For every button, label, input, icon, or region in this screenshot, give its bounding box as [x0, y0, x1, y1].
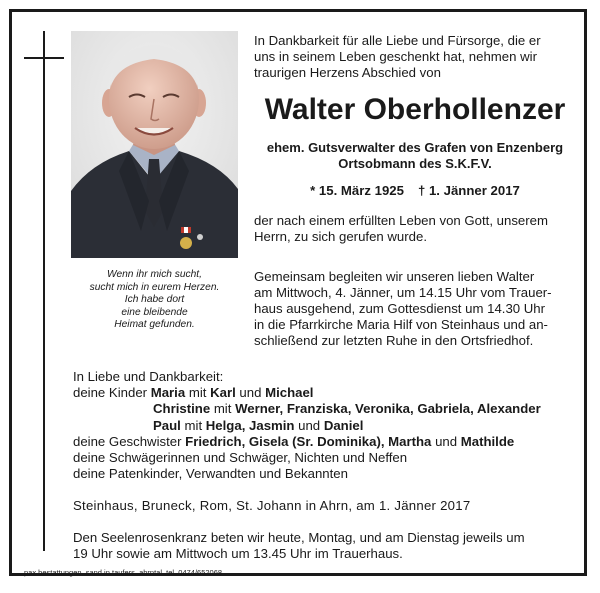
connector: und	[431, 433, 461, 449]
spouse-name: Karl	[210, 385, 236, 401]
connector: und	[235, 385, 266, 401]
deceased-titles	[254, 140, 576, 172]
connector: mit	[180, 417, 206, 433]
mourners-heading: In Liebe und Dankbarkeit:	[73, 369, 224, 384]
child-name: Maria	[150, 385, 186, 401]
sibling-names: Friedrich, Gisela (Sr. Dominika), Martha	[185, 433, 432, 449]
title-line: ehem. Gutsverwalter des Grafen von Enzenberg	[266, 140, 564, 155]
poem-line: Wenn ihr mich sucht,	[107, 269, 202, 280]
paragraph-line: der nach einem erfüllten Leben von Gott, unserem	[254, 213, 548, 228]
mourners-list	[73, 369, 578, 482]
poem-line: sucht mich in eurem Herzen.	[89, 281, 220, 293]
portrait-photo	[71, 31, 238, 258]
paragraph-line: in die Pfarrkirche Maria Hilf von Steinhaus und an-	[254, 317, 548, 332]
cross-horizontal-bar	[24, 57, 64, 59]
paragraph-line: haus ausgehend, zum Gottesdienst um 14.30 Uhr	[254, 301, 546, 316]
sibling-name: Mathilde	[460, 433, 515, 449]
poem-line: Ich habe dort	[124, 294, 185, 306]
paragraph-line: am Mittwoch, 4. Jänner, um 14.15 Uhr vom Trauer-	[254, 285, 552, 300]
child-name: Paul	[153, 417, 181, 433]
paragraph-line: schließend zur letzten Ruhe in den Ortsfriedhof.	[254, 333, 534, 348]
godchildren-line: deine Patenkinder, Verwandten und Bekannten	[73, 466, 348, 482]
children-line	[73, 418, 578, 434]
intro-line: uns in seinem Leben geschenkt hat, nehmen wir	[254, 49, 537, 64]
life-dates	[254, 183, 576, 199]
intro-text	[254, 33, 576, 81]
grandchildren-names: Werner, Franziska, Veronika, Gabriela, Alexander	[235, 401, 541, 417]
poem-line: Heimat gefunden.	[114, 319, 195, 331]
paragraph-line: Herrn, zu sich gerufen wurde.	[254, 229, 427, 244]
title-line: Ortsobmann des S.K.F.V.	[338, 156, 492, 171]
poem	[71, 269, 238, 332]
children-prefix: deine Kinder	[73, 385, 151, 401]
child-name: Christine	[153, 401, 211, 417]
paragraph-called-home	[254, 213, 576, 245]
rosary-line: Den Seelenrosenkranz beten wir heute, Montag, und am Dienstag jeweils um	[73, 530, 525, 545]
deceased-name: Walter Oberhollenzer	[264, 93, 566, 126]
place-and-date: Steinhaus, Bruneck, Rom, St. Johann in Ahrn, am 1. Jänner 2017	[73, 498, 471, 513]
siblings-prefix: deine Geschwister	[73, 433, 186, 449]
death-date: † 1. Jänner 2017	[417, 183, 520, 198]
intro-line: In Dankbarkeit für alle Liebe und Fürsorge, die er	[254, 33, 541, 48]
inlaws-line: deine Schwägerinnen und Schwäger, Nichten und Neffen	[73, 450, 408, 466]
spouse-grandchild-names: Helga, Jasmin	[205, 417, 295, 433]
birth-date: * 15. März 1925	[310, 183, 404, 198]
paragraph-funeral	[254, 269, 576, 349]
grandchild-name: Michael	[265, 385, 314, 401]
siblings-line	[73, 434, 578, 450]
poem-line: eine bleibende	[121, 306, 188, 318]
funeral-home-credit: pax bestattungen, sand in taufers, ahrntal, tel. 0474/652068	[24, 568, 223, 577]
rosary-notice	[73, 530, 578, 562]
cross-vertical-bar	[43, 31, 45, 551]
rosary-line: 19 Uhr sowie am Mittwoch um 13.45 Uhr im Trauerhaus.	[73, 546, 403, 561]
children-line	[73, 385, 578, 401]
children-line	[73, 401, 578, 417]
grandchild-name: Daniel	[323, 417, 364, 433]
paragraph-line: Gemeinsam begleiten wir unseren lieben Walter	[254, 269, 535, 284]
connector: und	[294, 417, 324, 433]
connector: mit	[185, 385, 211, 401]
connector: mit	[210, 401, 236, 417]
intro-line: traurigen Herzens Abschied von	[254, 65, 441, 80]
